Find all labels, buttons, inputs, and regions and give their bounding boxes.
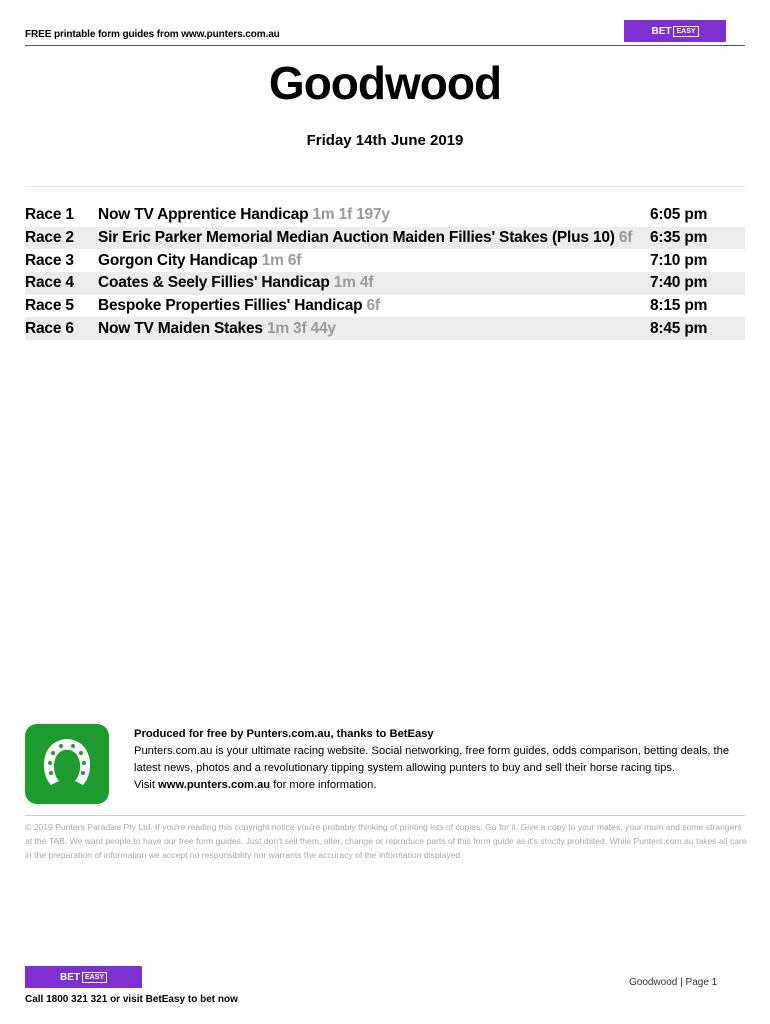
horseshoe-graphic: [36, 733, 98, 795]
race-row: [25, 204, 745, 227]
race-row: [25, 227, 745, 250]
logo-bet-text: BET: [59, 971, 80, 983]
race-number: Race 2: [25, 229, 74, 247]
info-heading: Produced for free by Punters.com.au, thanks to BetEasy: [134, 728, 434, 740]
race-name-group: [98, 274, 373, 292]
race-number: Race 4: [25, 274, 74, 292]
race-number: Race 6: [25, 319, 74, 337]
copyright-notice: © 2019 Punters Paradise Pty Ltd. If you're reading this copyright notice you're probably thinking of printing lots of copies. Go for it. Give a copy to your mates, your mum and some strangers at the TAB. We want people to have our free form guides. Just don't sell them, alter, change or reproduce parts of this form guide as it's strictly prohibited. While Punters.com.au takes all care in the preparation of information we accept no responsibility nor warrants the accuracy of the information displayed.: [25, 822, 747, 860]
race-distance: 1m 3f 44y: [266, 319, 336, 337]
race-name-group: [98, 206, 390, 224]
beteasy-logo[interactable]: [624, 20, 726, 42]
race-row: [25, 272, 745, 295]
visit-prefix: Visit: [134, 779, 159, 791]
call-to-action: Call 1800 321 321 or visit BetEasy to bet now: [25, 994, 238, 1005]
logo-bet-text: BET: [651, 25, 672, 37]
race-distance: 1m 4f: [333, 274, 374, 292]
race-time: 8:15 pm: [650, 297, 708, 315]
race-name-group: [98, 320, 336, 338]
race-name: Gorgon City Handicap: [98, 251, 258, 269]
info-visit: [134, 777, 746, 794]
race-time: 6:35 pm: [650, 229, 708, 247]
race-time: 7:10 pm: [650, 251, 708, 269]
visit-suffix: for more information.: [270, 779, 377, 791]
race-name-group: [98, 297, 380, 315]
race-name-group: [98, 252, 301, 270]
page-number: Goodwood | Page 1: [629, 977, 718, 988]
race-row: [25, 249, 745, 272]
race-name-group: [98, 229, 632, 247]
info-text: [134, 726, 746, 794]
logo-easy-text: EASY: [673, 26, 698, 37]
meeting-date: Friday 14th June 2019: [306, 132, 464, 149]
race-distance: 1m 6f: [261, 251, 302, 269]
race-distance: 6f: [366, 297, 380, 315]
race-name: Bespoke Properties Fillies' Handicap: [98, 297, 363, 315]
divider: [25, 186, 745, 187]
beteasy-logo-footer[interactable]: [25, 966, 142, 988]
race-time: 7:40 pm: [650, 274, 708, 292]
race-name: Now TV Maiden Stakes: [98, 319, 263, 337]
info-body: Punters.com.au is your ultimate racing website. Social networking, free form guides, odds comparison, betting deals, the latest news, photos and a revolutionary tipping system allowing punters to buy and sell their horse racing tips.: [134, 745, 730, 774]
race-name: Coates & Seely Fillies' Handicap: [98, 274, 330, 292]
logo-easy-text: EASY: [82, 972, 107, 983]
horseshoe-icon: [25, 724, 109, 804]
header-tagline: FREE printable form guides from www.punters.com.au: [25, 29, 280, 40]
page-header: [25, 20, 745, 46]
race-list: [25, 204, 745, 340]
race-name: Now TV Apprentice Handicap: [98, 206, 309, 224]
race-row: [25, 295, 745, 318]
race-distance: 6f: [618, 229, 633, 247]
race-number: Race 5: [25, 297, 74, 315]
race-number: Race 3: [25, 251, 74, 269]
race-row: [25, 317, 745, 340]
race-distance: 1m 1f 197y: [312, 206, 390, 224]
divider: [25, 815, 745, 816]
race-name: Sir Eric Parker Memorial Median Auction Maiden Fillies' Stakes (Plus 10): [98, 229, 615, 247]
visit-link[interactable]: www.punters.com.au: [158, 779, 271, 791]
race-time: 8:45 pm: [650, 319, 708, 337]
race-time: 6:05 pm: [650, 206, 708, 224]
race-number: Race 1: [25, 206, 74, 224]
meeting-title: Goodwood: [268, 57, 502, 109]
